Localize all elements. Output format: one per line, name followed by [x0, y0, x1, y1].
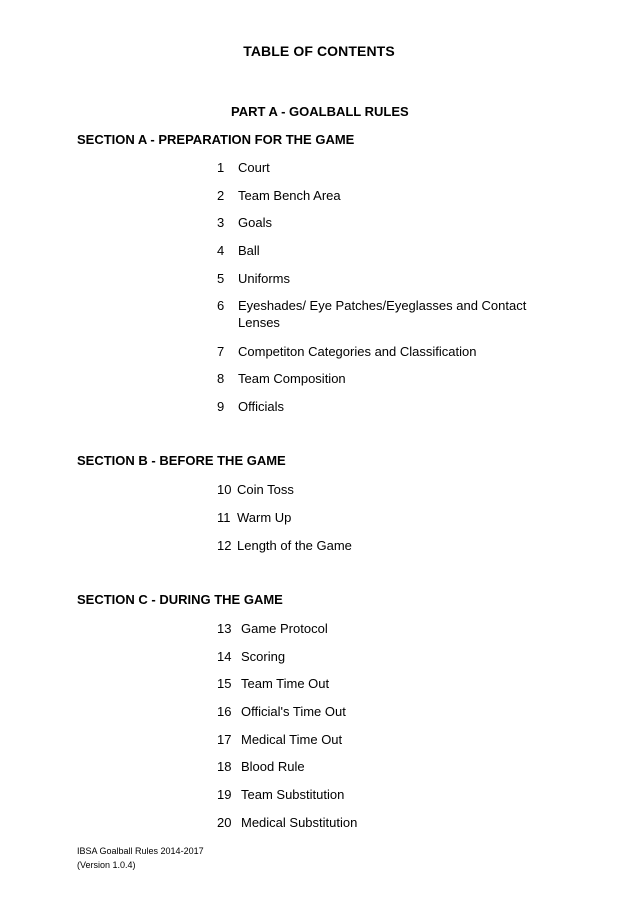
- toc-item-label: Team Substitution: [241, 787, 345, 802]
- toc-item[interactable]: [217, 242, 260, 259]
- toc-item[interactable]: [217, 214, 272, 231]
- toc-item-label: Court: [238, 160, 270, 175]
- toc-item-label: Competiton Categories and Classification: [238, 344, 477, 359]
- toc-item[interactable]: [217, 509, 291, 526]
- toc-item-label: Medical Substitution: [241, 815, 358, 830]
- toc-item[interactable]: [217, 648, 285, 665]
- toc-item-label: Team Time Out: [241, 676, 330, 691]
- toc-item[interactable]: [217, 731, 342, 748]
- toc-item[interactable]: [217, 159, 270, 176]
- toc-item[interactable]: [217, 703, 346, 720]
- toc-item-number: 13: [217, 621, 232, 636]
- toc-item-label: Team Bench Area: [238, 188, 341, 203]
- section-heading-a: SECTION A - PREPARATION FOR THE GAME: [77, 132, 355, 147]
- toc-item-label: [238, 297, 526, 331]
- toc-item-label: Medical Time Out: [241, 732, 343, 747]
- toc-item[interactable]: [217, 270, 290, 287]
- toc-item-number: 18: [217, 759, 232, 774]
- footer-document-name: IBSA Goalball Rules 2014-2017: [77, 846, 204, 856]
- toc-item-label-line1: Eyeshades/ Eye Patches/Eyeglasses and Contact: [238, 298, 527, 313]
- toc-item[interactable]: [217, 297, 526, 331]
- page-title: TABLE OF CONTENTS: [243, 43, 395, 59]
- toc-item-label: Official's Time Out: [241, 704, 346, 719]
- toc-item-number: 20: [217, 815, 232, 830]
- toc-item-number: 10: [217, 482, 232, 497]
- toc-item-number: 9: [217, 399, 225, 414]
- toc-item-number: 17: [217, 732, 232, 747]
- section-heading-c: SECTION C - DURING THE GAME: [77, 592, 283, 607]
- toc-item[interactable]: [217, 398, 284, 415]
- toc-item-number: 15: [217, 676, 232, 691]
- page-footer: [77, 844, 204, 872]
- toc-item-number: 8: [217, 371, 225, 386]
- toc-item-label: Blood Rule: [241, 759, 305, 774]
- toc-item-number: 6: [217, 298, 225, 313]
- toc-item[interactable]: [217, 537, 352, 554]
- toc-item-label: Scoring: [241, 649, 286, 664]
- footer-version: (Version 1.0.4): [77, 860, 136, 870]
- toc-item[interactable]: [217, 675, 329, 692]
- toc-item-label: Team Composition: [238, 371, 346, 386]
- part-title: PART A - GOALBALL RULES: [231, 104, 409, 119]
- toc-item-label: Coin Toss: [237, 482, 294, 497]
- toc-item[interactable]: [217, 187, 341, 204]
- toc-item[interactable]: [217, 370, 346, 387]
- toc-item-number: 7: [217, 344, 225, 359]
- toc-item-label-line2: Lenses: [238, 315, 280, 330]
- toc-item-label: Officials: [238, 399, 284, 414]
- toc-item-number: 5: [217, 271, 225, 286]
- toc-item[interactable]: [217, 814, 357, 831]
- toc-item-number: 19: [217, 787, 232, 802]
- toc-item-number: 2: [217, 188, 225, 203]
- toc-item-number: 16: [217, 704, 232, 719]
- toc-item-label: Length of the Game: [237, 538, 352, 553]
- toc-item-label: Game Protocol: [241, 621, 328, 636]
- toc-item-label: Uniforms: [238, 271, 291, 286]
- toc-item[interactable]: [217, 786, 344, 803]
- toc-item[interactable]: [217, 343, 476, 360]
- toc-item-number: 4: [217, 243, 225, 258]
- toc-item[interactable]: [217, 620, 328, 637]
- toc-item-number: 14: [217, 649, 232, 664]
- toc-item-number: 12: [217, 538, 232, 553]
- toc-item-label: Ball: [238, 243, 260, 258]
- toc-item-number: 3: [217, 215, 225, 230]
- toc-item-number: 1: [217, 160, 225, 175]
- toc-item-label: Warm Up: [237, 510, 292, 525]
- toc-item[interactable]: [217, 758, 305, 775]
- toc-item-label: Goals: [238, 215, 272, 230]
- toc-item[interactable]: [217, 481, 294, 498]
- toc-item-number: 11: [217, 510, 231, 525]
- section-heading-b: SECTION B - BEFORE THE GAME: [77, 453, 286, 468]
